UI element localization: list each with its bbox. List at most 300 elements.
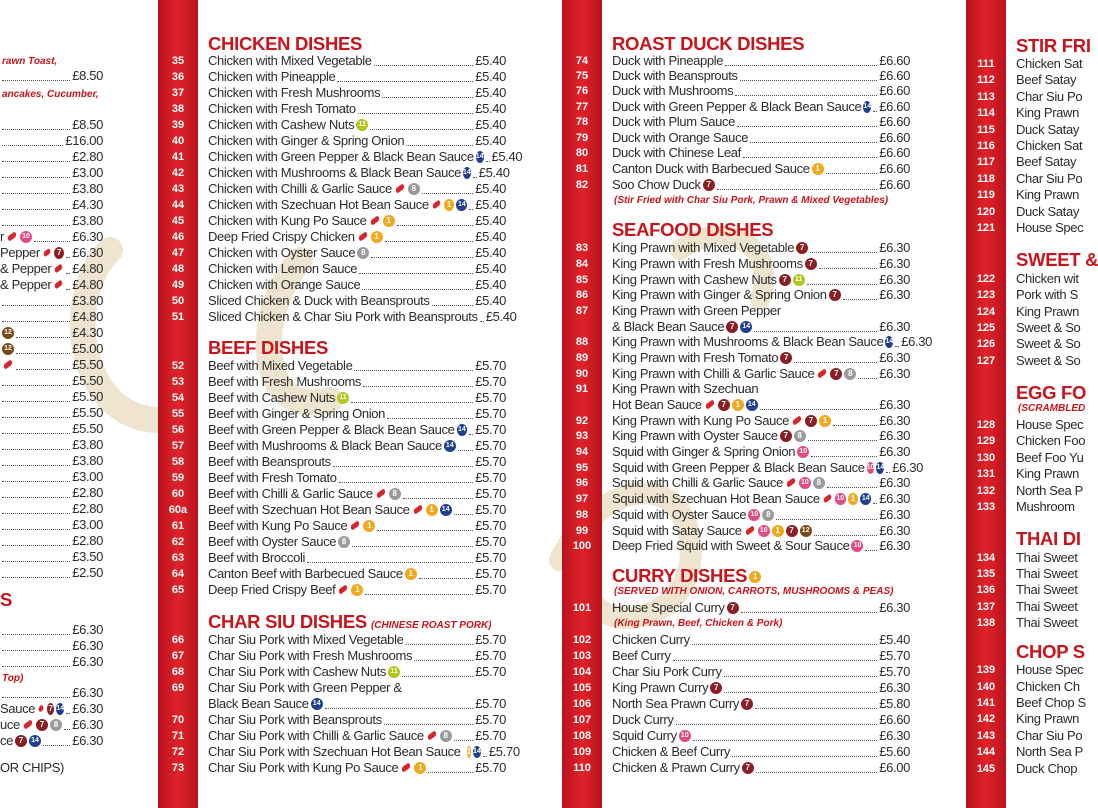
menu-item-row	[208, 101, 506, 116]
leader-dots	[371, 248, 473, 258]
item-number: 123	[976, 289, 996, 301]
allergen-badge: 8	[794, 430, 806, 442]
item-number: 121	[976, 222, 996, 234]
item-number: 130	[976, 452, 996, 464]
leader-dots	[2, 152, 70, 162]
item-number: 86	[575, 289, 589, 301]
item-name: Duck Satay	[1016, 122, 1079, 137]
item-price: £5.70	[475, 566, 506, 581]
allergen-badge: 14	[746, 399, 758, 411]
menu-item-row	[612, 177, 910, 192]
item-price: £6.60	[879, 99, 910, 114]
menu-item-row	[612, 632, 910, 647]
allergen-badge: 10	[748, 509, 760, 521]
menu-item-row	[0, 549, 103, 564]
leader-dots	[377, 521, 473, 531]
item-number: 73	[171, 762, 185, 774]
item-price: £6.30	[901, 334, 933, 349]
leader-dots	[406, 635, 474, 645]
item-price: £5.70	[475, 582, 506, 597]
leader-dots	[2, 536, 70, 546]
item-name: Chicken Sat	[1016, 138, 1083, 153]
item-number: 68	[171, 666, 185, 678]
menu-item-row	[612, 303, 910, 318]
section-heading	[0, 589, 12, 611]
leader-dots	[2, 456, 70, 466]
item-number: 141	[976, 697, 996, 709]
item-price: £5.70	[475, 760, 506, 775]
menu-item-row	[0, 197, 103, 212]
menu-item-row	[208, 213, 506, 228]
leader-dots	[673, 651, 878, 661]
allergen-badge: 7	[48, 703, 53, 713]
item-name: Sliced Chicken & Char Siu Pork with Beansprouts	[208, 309, 478, 324]
menu-item-row	[1016, 550, 1080, 565]
item-price: £5.70	[475, 374, 506, 389]
menu-item-row	[1016, 711, 1080, 726]
leader-dots	[2, 136, 63, 146]
item-number: 48	[171, 263, 185, 275]
allergen-badge: 1	[772, 525, 784, 537]
menu-item-row	[612, 287, 910, 302]
menu-item-row	[0, 165, 103, 180]
menu-item-row	[1016, 122, 1080, 137]
menu-item-row	[0, 469, 103, 484]
item-price: £5.70	[475, 390, 506, 405]
menu-item-row	[1016, 56, 1083, 71]
item-number: 145	[976, 763, 996, 775]
item-number: 134	[976, 552, 996, 564]
item-price: £5.70	[475, 518, 506, 533]
leader-dots	[454, 731, 473, 741]
allergen-badge: 7	[742, 762, 754, 774]
item-price: £5.40	[475, 85, 506, 100]
item-price: £6.60	[879, 177, 910, 192]
item-price: £6.30	[879, 680, 910, 695]
leader-dots	[826, 164, 878, 174]
menu-item-row	[1016, 171, 1083, 186]
leader-dots	[724, 683, 877, 693]
menu-column-duck-seafood-curry	[612, 0, 933, 808]
item-price: £2.80	[72, 149, 103, 164]
section-title: BEEF DISHES	[208, 337, 329, 358]
chilli-spicy-icon	[338, 585, 349, 595]
item-number: 36	[171, 71, 185, 83]
menu-item-row	[612, 491, 910, 506]
item-number: 59	[171, 472, 185, 484]
section-heading	[612, 219, 773, 241]
leader-dots	[2, 688, 70, 698]
leader-dots	[325, 699, 474, 709]
item-number: 127	[976, 355, 996, 367]
menu-item-row	[208, 245, 506, 260]
menu-item-row	[612, 161, 910, 176]
leader-dots	[64, 720, 70, 730]
section-title: ROAST DUCK DISHES	[612, 33, 805, 54]
item-name: Pepper	[0, 245, 40, 260]
menu-item-row	[208, 69, 506, 84]
leader-dots	[2, 504, 70, 514]
item-name: Black Bean Sauce	[208, 696, 309, 711]
menu-item-row	[0, 181, 103, 196]
section-heading	[1016, 528, 1081, 550]
item-name: Duck with Pineapple	[612, 53, 724, 68]
leader-dots	[358, 104, 473, 114]
item-name: Chicken with Chilli & Garlic Sauce	[208, 181, 392, 196]
item-price: £6.00	[879, 760, 910, 775]
leader-dots	[755, 699, 877, 709]
item-name: King Prawn with Ginger & Spring Onion	[612, 287, 827, 302]
item-price: £4.80	[72, 261, 103, 276]
menu-item-row	[612, 83, 910, 98]
allergen-badge: 14	[457, 424, 468, 436]
item-name: Squid Curry	[612, 728, 677, 743]
menu-item-row	[612, 680, 910, 695]
menu-item-row	[612, 523, 910, 538]
item-price: £5.70	[475, 648, 506, 663]
menu-item-row	[1016, 320, 1080, 335]
menu-item-row	[0, 245, 103, 260]
item-price: £16.00	[65, 133, 103, 148]
menu-item-row	[612, 664, 910, 679]
item-name: Char Siu Po	[1016, 728, 1083, 743]
section-title: CHAR SIU DISHES	[208, 611, 367, 632]
leader-dots	[808, 431, 877, 441]
leader-dots	[352, 537, 473, 547]
leader-dots	[725, 56, 877, 66]
item-name: King Prawn with Oyster Sauce	[612, 428, 778, 443]
menu-item-row	[0, 701, 103, 716]
item-number: 98	[575, 509, 589, 521]
item-price: £5.70	[475, 712, 506, 727]
leader-dots	[307, 553, 473, 563]
allergen-badge: 1	[732, 399, 744, 411]
item-number: 120	[976, 206, 996, 218]
leader-dots	[432, 296, 474, 306]
leader-dots	[2, 71, 70, 81]
item-name: Hot Bean Sauce	[612, 397, 702, 412]
allergen-badge: 7	[780, 352, 792, 364]
item-number: 122	[976, 273, 996, 285]
leader-dots	[865, 541, 877, 551]
item-name: House Special Curry	[612, 600, 725, 615]
menu-item-row	[612, 99, 910, 114]
item-price: £5.40	[478, 165, 510, 180]
item-price: £5.70	[475, 454, 506, 469]
leader-dots	[827, 478, 877, 488]
allergen-badge: 8	[408, 183, 420, 195]
menu-item-row	[612, 444, 910, 459]
item-name: Beef Chop S	[1016, 695, 1086, 710]
item-price: £6.30	[879, 600, 910, 615]
section-note: (SCRAMBLED	[1018, 403, 1086, 414]
menu-item-row	[1016, 466, 1080, 481]
leader-dots	[2, 657, 70, 667]
item-price: £5.70	[475, 728, 506, 743]
menu-item-row	[208, 422, 506, 437]
item-name: Duck Curry	[612, 712, 674, 727]
item-number: 144	[976, 746, 996, 758]
allergen-badge: 8	[50, 719, 62, 731]
item-price: £6.30	[72, 717, 103, 732]
item-number: 45	[171, 215, 185, 227]
chilli-spicy-icon	[401, 763, 412, 773]
item-name: Beef Satay	[1016, 72, 1077, 87]
item-price: £5.40	[475, 293, 506, 308]
item-number: 74	[575, 55, 589, 67]
allergen-badge: 7	[829, 289, 841, 301]
item-number: 94	[575, 446, 589, 458]
item-number: 50	[171, 295, 185, 307]
allergen-badge: 1	[444, 199, 455, 211]
item-number: 82	[575, 179, 589, 191]
allergen-badge: 14	[311, 698, 323, 710]
leader-dots	[66, 704, 70, 714]
menu-item-row	[0, 133, 103, 148]
item-number: 49	[171, 279, 185, 291]
section-heading	[208, 611, 492, 633]
menu-item-row	[612, 696, 910, 711]
leader-dots	[2, 408, 70, 418]
item-number: 140	[976, 681, 996, 693]
allergen-badge: 1	[466, 746, 472, 756]
item-number: 62	[171, 536, 185, 548]
allergen-badge: 12	[2, 327, 14, 339]
leader-dots	[873, 102, 877, 112]
leader-dots	[419, 569, 473, 579]
item-number: 124	[976, 306, 996, 318]
allergen-badge: 14	[740, 321, 752, 333]
item-price: £6.30	[72, 733, 103, 748]
item-name: Thai Sweet	[1016, 582, 1078, 597]
item-name: North Sea P	[1016, 744, 1083, 759]
section-heading	[1016, 382, 1086, 404]
menu-item-row	[208, 518, 506, 533]
allergen-badge: 14	[29, 735, 41, 747]
menu-item-row	[208, 454, 506, 469]
item-price: £6.30	[879, 287, 910, 302]
item-price: £5.40	[475, 213, 506, 228]
leader-dots	[833, 416, 877, 426]
menu-item-row	[612, 538, 910, 553]
item-price: £6.30	[879, 413, 910, 428]
menu-item-row	[0, 229, 103, 244]
leader-dots	[776, 510, 877, 520]
item-name: Char Siu Pork with Cashew Nuts	[208, 664, 387, 679]
menu-item-row	[1016, 304, 1080, 319]
item-name: House Spec	[1016, 417, 1084, 432]
item-price: £6.60	[879, 53, 910, 68]
leader-dots	[2, 641, 70, 651]
section-note: ancakes, Cucumber,	[2, 89, 99, 100]
item-name: Beef with Chilli & Garlic Sauce	[208, 486, 373, 501]
item-price: £5.40	[491, 149, 523, 164]
section-heading	[1016, 641, 1085, 663]
allergen-badge: 14	[456, 199, 467, 211]
chilli-spicy-icon	[375, 489, 386, 499]
leader-dots	[339, 473, 474, 483]
leader-dots	[66, 280, 70, 290]
menu-item-row	[1016, 89, 1083, 104]
leader-dots	[385, 232, 474, 242]
menu-item-row	[0, 485, 103, 500]
leader-dots	[873, 494, 877, 504]
section-note: (Stir Fried with Char Siu Pork, Prawn & Mixed Vegetables)	[614, 195, 889, 206]
item-name: King Prawn with Szechuan	[612, 381, 759, 396]
section-title: CHICKEN DISHES	[208, 33, 363, 54]
menu-item-row	[1016, 450, 1084, 465]
item-name: North Sea Prawn Curry	[612, 696, 740, 711]
menu-item-row	[1016, 72, 1080, 87]
leader-dots	[732, 747, 877, 757]
allergen-badge: 14	[444, 440, 456, 452]
item-price: £2.80	[72, 501, 103, 516]
item-price: £5.70	[475, 470, 506, 485]
menu-item-row	[612, 460, 924, 475]
section-title: THAI DI	[1016, 528, 1081, 549]
item-price: £5.40	[475, 261, 506, 276]
allergen-badge: 7	[796, 242, 808, 254]
item-number: 56	[171, 424, 185, 436]
leader-dots	[737, 117, 877, 127]
menu-item-row	[0, 309, 103, 324]
item-price: £8.50	[72, 68, 103, 83]
chilli-spicy-icon	[431, 200, 441, 209]
item-name: King Prawn with Kung Po Sauce	[612, 413, 790, 428]
menu-item-row	[612, 240, 910, 255]
item-price: £5.40	[475, 101, 506, 116]
item-price: £5.40	[475, 181, 506, 196]
item-name: Beef with Cashew Nuts	[208, 390, 336, 405]
menu-item-row	[0, 533, 103, 548]
item-price: £6.30	[892, 460, 924, 475]
leader-dots	[2, 296, 70, 306]
item-name: Squid with Szechuan Hot Bean Sauce	[612, 491, 820, 506]
menu-item-row	[612, 744, 910, 759]
item-name: Chicken with Mushrooms & Black Bean Sauce	[208, 165, 461, 180]
chilli-spicy-icon	[822, 494, 832, 503]
leader-dots	[402, 667, 473, 677]
menu-item-row	[1016, 417, 1084, 432]
item-number: 118	[977, 173, 995, 185]
item-number: 40	[171, 135, 185, 147]
menu-item-row	[1016, 662, 1084, 677]
item-number: 60	[171, 488, 185, 500]
item-name: Chicken with Green Pepper & Black Bean Sauce	[208, 149, 474, 164]
chilli-spicy-icon	[704, 400, 715, 410]
item-name: House Spec	[1016, 662, 1084, 677]
item-price: £6.30	[879, 444, 910, 459]
menu-item-row	[1016, 582, 1080, 597]
leader-dots	[2, 424, 70, 434]
leader-dots	[693, 731, 877, 741]
item-number: 108	[572, 730, 592, 742]
item-price: £5.40	[485, 309, 517, 324]
item-number: 129	[976, 435, 996, 447]
item-number: 52	[171, 360, 185, 372]
allergen-badge: 8	[844, 368, 856, 380]
item-number: 83	[575, 242, 589, 254]
leader-dots	[754, 322, 877, 332]
item-number: 47	[171, 247, 185, 259]
item-price: £6.30	[879, 366, 910, 381]
allergen-badge: 7	[703, 179, 715, 191]
allergen-badge: 1	[812, 163, 824, 175]
menu-item-row	[208, 229, 506, 244]
item-number: 39	[171, 119, 185, 131]
item-price: £5.60	[879, 744, 910, 759]
item-number: 54	[171, 392, 185, 404]
menu-item-row	[0, 733, 103, 748]
menu-item-row	[208, 149, 523, 164]
menu-item-row	[1016, 566, 1080, 581]
item-name: Char Siu Po	[1016, 171, 1083, 186]
item-name: Squid with Green Pepper & Black Bean Sauce	[612, 460, 865, 475]
leader-dots	[810, 243, 877, 253]
item-name: Chicken with Kung Po Sauce	[208, 213, 367, 228]
item-name: King Prawn with Cashew Nuts	[612, 272, 777, 287]
leader-dots	[374, 56, 474, 66]
menu-item-row	[0, 405, 103, 420]
item-name: Chicken Sat	[1016, 56, 1083, 71]
item-number: 41	[171, 151, 185, 163]
leader-dots	[2, 168, 70, 178]
item-name: Char Siu Pork with Szechuan Hot Bean Sauce	[208, 744, 461, 759]
item-number: 66	[171, 634, 185, 646]
item-name: Deep Fried Crispy Beef	[208, 582, 336, 597]
item-name: Sliced Chicken & Duck with Beansprouts	[208, 293, 430, 308]
item-name: & Black Bean Sauce	[612, 319, 725, 334]
menu-item-row	[0, 685, 103, 700]
allergen-badge: 10	[797, 446, 809, 458]
item-price: £6.30	[879, 256, 910, 271]
leader-dots	[422, 184, 473, 194]
leader-dots	[34, 232, 70, 242]
item-price: £5.70	[475, 406, 506, 421]
allergen-badge: 14	[463, 167, 471, 179]
allergen-badge: 14	[56, 703, 64, 715]
menu-item-row	[612, 68, 910, 83]
allergen-badge: 8	[357, 247, 369, 259]
allergen-badge: 10	[867, 462, 875, 474]
item-number: 81	[575, 163, 589, 175]
chilli-spicy-icon	[22, 720, 33, 730]
item-price: £5.40	[475, 197, 506, 212]
item-name: Beef with Fresh Mushrooms	[208, 374, 362, 389]
chilli-spicy-icon	[6, 232, 17, 242]
leader-dots	[717, 180, 878, 190]
item-name: Chicken with Ginger & Spring Onion	[208, 133, 405, 148]
allergen-badge: 11	[388, 666, 400, 678]
item-name: Chicken with Orange Sauce	[208, 277, 361, 292]
chilli-spicy-icon	[785, 478, 796, 488]
menu-item-row	[208, 470, 506, 485]
menu-item-row	[1016, 138, 1083, 153]
item-number: 58	[171, 456, 185, 468]
item-name: Beef with Mixed Vegetable	[208, 358, 353, 373]
item-price: £6.30	[72, 622, 103, 637]
item-price: £5.70	[475, 664, 506, 679]
menu-item-row	[1016, 271, 1080, 286]
item-number: 132	[976, 485, 996, 497]
item-price: £5.70	[475, 502, 506, 517]
item-price: £5.70	[475, 550, 506, 565]
leader-dots	[16, 344, 70, 354]
allergen-badge: 1	[351, 584, 363, 596]
section-heading	[208, 337, 328, 359]
menu-item-row	[0, 325, 103, 340]
item-name: Pork with S	[1016, 287, 1078, 302]
